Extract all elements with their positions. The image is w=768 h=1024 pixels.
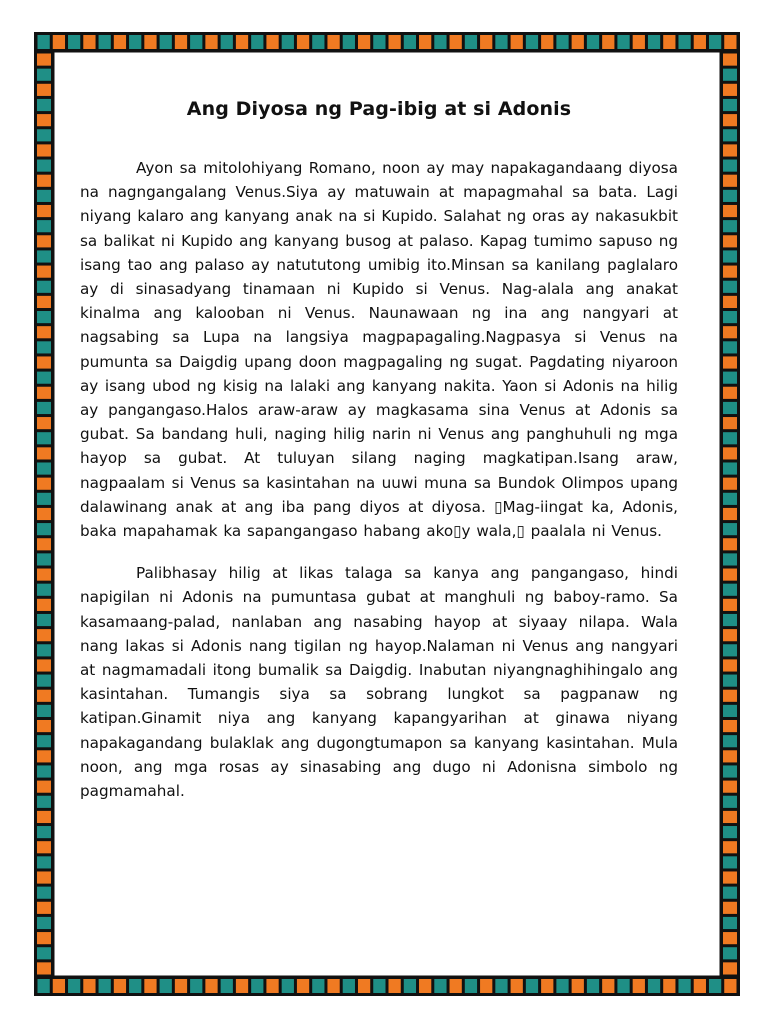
border-tile-left <box>37 69 51 81</box>
border-tile-right <box>723 205 737 217</box>
border-tile-right <box>723 356 737 368</box>
border-tile-right <box>723 250 737 262</box>
border-tile-left <box>37 220 51 232</box>
border-tile-right <box>723 720 737 732</box>
border-tile-top <box>572 35 584 49</box>
border-tile-left <box>37 871 51 883</box>
border-tile-bottom <box>221 979 233 993</box>
border-tile-right <box>723 629 737 641</box>
border-tile-left <box>37 947 51 959</box>
border-tile-left <box>37 54 51 66</box>
border-tile-right <box>723 432 737 444</box>
border-tile-bottom <box>709 979 721 993</box>
border-tile-top <box>541 35 553 49</box>
border-tile-top <box>678 35 690 49</box>
border-tile-left <box>37 796 51 808</box>
border-tile-bottom <box>83 979 95 993</box>
border-tile-right <box>723 690 737 702</box>
border-tile-bottom <box>129 979 141 993</box>
border-tile-bottom <box>389 979 401 993</box>
border-tile-bottom <box>38 979 50 993</box>
border-tile-left <box>37 447 51 459</box>
border-tile-top <box>221 35 233 49</box>
border-tile-left <box>37 281 51 293</box>
border-tile-bottom <box>205 979 217 993</box>
border-tile-top <box>312 35 324 49</box>
border-tile-left <box>37 129 51 141</box>
border-tile-left <box>37 675 51 687</box>
border-tile-bottom <box>724 979 736 993</box>
border-tile-right <box>723 220 737 232</box>
border-tile-bottom <box>404 979 416 993</box>
border-tile-bottom <box>678 979 690 993</box>
border-tile-right <box>723 311 737 323</box>
border-tile-bottom <box>663 979 675 993</box>
border-tile-left <box>37 629 51 641</box>
border-tile-top <box>709 35 721 49</box>
border-tile-left <box>37 599 51 611</box>
border-tile-top <box>297 35 309 49</box>
border-tile-right <box>723 765 737 777</box>
border-tile-bottom <box>312 979 324 993</box>
border-tile-top <box>114 35 126 49</box>
border-tile-left <box>37 235 51 247</box>
border-tile-right <box>723 917 737 929</box>
border-tile-right <box>723 584 737 596</box>
border-tile-left <box>37 720 51 732</box>
border-tile-right <box>723 614 737 626</box>
border-tile-top <box>68 35 80 49</box>
border-tile-right <box>723 750 737 762</box>
border-tile-bottom <box>358 979 370 993</box>
border-tile-left <box>37 781 51 793</box>
border-tile-bottom <box>648 979 660 993</box>
border-tile-top <box>53 35 65 49</box>
border-tile-right <box>723 811 737 823</box>
border-tile-top <box>694 35 706 49</box>
border-tile-right <box>723 129 737 141</box>
border-tile-left <box>37 962 51 974</box>
border-tile-top <box>450 35 462 49</box>
border-tile-left <box>37 811 51 823</box>
border-tile-top <box>343 35 355 49</box>
border-tile-left <box>37 705 51 717</box>
border-tile-left <box>37 144 51 156</box>
border-tile-top <box>633 35 645 49</box>
border-tile-right <box>723 447 737 459</box>
border-tile-bottom <box>144 979 156 993</box>
border-tile-left <box>37 462 51 474</box>
border-tile-right <box>723 675 737 687</box>
border-tile-right <box>723 796 737 808</box>
border-tile-left <box>37 523 51 535</box>
border-tile-left <box>37 175 51 187</box>
border-tile-right <box>723 266 737 278</box>
border-tile-right <box>723 826 737 838</box>
border-tile-left <box>37 356 51 368</box>
border-tile-bottom <box>587 979 599 993</box>
border-tile-right <box>723 705 737 717</box>
border-tile-right <box>723 69 737 81</box>
border-tile-left <box>37 584 51 596</box>
border-tile-bottom <box>266 979 278 993</box>
border-tile-top <box>648 35 660 49</box>
border-tile-left <box>37 84 51 96</box>
border-tile-right <box>723 160 737 172</box>
border-tile-left <box>37 508 51 520</box>
border-tile-left <box>37 553 51 565</box>
border-tile-left <box>37 372 51 384</box>
border-tile-bottom <box>572 979 584 993</box>
border-tile-bottom <box>68 979 80 993</box>
border-tile-right <box>723 902 737 914</box>
border-tile-right <box>723 478 737 490</box>
border-tile-left <box>37 402 51 414</box>
border-tile-right <box>723 538 737 550</box>
border-tile-left <box>37 114 51 126</box>
border-tile-left <box>37 160 51 172</box>
border-tile-top <box>526 35 538 49</box>
border-tile-top <box>404 35 416 49</box>
border-tile-bottom <box>297 979 309 993</box>
border-tile-right <box>723 599 737 611</box>
border-tile-right <box>723 144 737 156</box>
border-tile-bottom <box>373 979 385 993</box>
border-tile-right <box>723 508 737 520</box>
border-tile-top <box>419 35 431 49</box>
border-tile-right <box>723 962 737 974</box>
border-tile-right <box>723 114 737 126</box>
border-tile-bottom <box>251 979 263 993</box>
border-tile-top <box>495 35 507 49</box>
border-tile-left <box>37 569 51 581</box>
border-tile-left <box>37 538 51 550</box>
border-tile-right <box>723 190 737 202</box>
border-tile-left <box>37 205 51 217</box>
border-tile-left <box>37 417 51 429</box>
border-tile-left <box>37 659 51 671</box>
border-tile-left <box>37 765 51 777</box>
border-tile-left <box>37 432 51 444</box>
border-tile-right <box>723 871 737 883</box>
border-tile-top <box>190 35 202 49</box>
paragraph-1: Ayon sa mitolohiyang Romano, noon ay may napakagandaang diyosa na nagngangalang Venus.Siya ay matuwain at mapagmahal sa bata. Lagi niyang kalaro ang kanyang anak na si Kupido. Salahat ng oras ay nakasukbit sa balikat ni Kupido ang kanyang busog at palaso. Kapag tumimo sapuso ng isang tao ang palaso ay natututong umibig ito.Minsan sa kanilang paglalaro ay di sinasadyang tinamaan ni Kupido si Venus. Nag-alala ang anakat kinalma ang kalooban ni Venus. Naunawaan ng ina ang nangyari at nagsabing sa Lupa na langsiya magpapagaling.Nagpasya si Venus na pumunta sa Daigdig upang doon magpagaling ng sugat. Pagdating niyaroon ay isang ubod ng kisig na lalaki ang kanyang nakita. Yaon si Adonis na hilig ay pangangaso.Halos araw-araw ay magkasama sina Venus at Adonis sa gubat. Sa bandang huli, naging hilig narin ni Venus ang panghuhuli ng mga hayop sa gubat. At tuluyan silang naging magkatipan.Isang araw, nagpaalam si Venus sa kasintahan na uuwi muna sa Bundok Olimpos upang dalawinang anak at ang iba pang diyos at diyosa. ▯Mag-iingat ka, Adonis, baka mapahamak ka sapangangaso habang ako▯y wala,▯ paalala ni Venus. <box>80 159 678 541</box>
border-tile-bottom <box>602 979 614 993</box>
border-tile-bottom <box>327 979 339 993</box>
border-tile-left <box>37 250 51 262</box>
border-tile-bottom <box>343 979 355 993</box>
border-tile-right <box>723 841 737 853</box>
border-tile-left <box>37 614 51 626</box>
border-tile-top <box>434 35 446 49</box>
border-tile-right <box>723 644 737 656</box>
border-tile-left <box>37 932 51 944</box>
border-tile-top <box>587 35 599 49</box>
border-tile-bottom <box>465 979 477 993</box>
border-tile-left <box>37 341 51 353</box>
border-tile-bottom <box>511 979 523 993</box>
border-tile-left <box>37 841 51 853</box>
document-body <box>80 90 678 803</box>
border-tile-top <box>266 35 278 49</box>
border-tile-right <box>723 553 737 565</box>
border-tile-left <box>37 266 51 278</box>
border-tile-top <box>327 35 339 49</box>
paragraph-2: Palibhasay hilig at likas talaga sa kanya ang pangangaso, hindi napigilan ni Adonis na pumuntasa gubat at manghuli ng baboy-ramo. Sa kasamaang-palad, nanlaban ang nasabing hayop at siyaay nilapa. Wala nang lakas si Adonis nang tigilan ng hayop.Nalaman ni Venus ang nangyari at nagmamadali itong bumalik sa Daigdig. Inabutan niyangnaghihingalo ang kasintahan. Tumangis siya sa sobrang lungkot sa pagpanaw ng katipan.Ginamit niya ang kanyang kapangyarihan at ginawa niyang napakagandang bulaklak ang dugongtumapon sa kanyang kasintahan. Mula noon, ang mga rosas ay sinasabing ang dugo ni Adonisna simbolo ng pagmamahal. <box>80 564 678 801</box>
border-tile-bottom <box>99 979 111 993</box>
border-tile-top <box>129 35 141 49</box>
border-tile-left <box>37 296 51 308</box>
border-tile-bottom <box>434 979 446 993</box>
border-tile-right <box>723 99 737 111</box>
border-tile-top <box>175 35 187 49</box>
border-tile-right <box>723 493 737 505</box>
border-tile-right <box>723 462 737 474</box>
border-tile-bottom <box>53 979 65 993</box>
border-tile-top <box>251 35 263 49</box>
border-tile-right <box>723 235 737 247</box>
border-tile-top <box>38 35 50 49</box>
border-tile-left <box>37 190 51 202</box>
border-tile-top <box>602 35 614 49</box>
border-tile-right <box>723 781 737 793</box>
border-tile-right <box>723 947 737 959</box>
border-tile-right <box>723 175 737 187</box>
border-tile-bottom <box>236 979 248 993</box>
border-tile-right <box>723 523 737 535</box>
border-tile-right <box>723 735 737 747</box>
border-tile-right <box>723 387 737 399</box>
border-tile-bottom <box>541 979 553 993</box>
border-tile-top <box>99 35 111 49</box>
border-tile-left <box>37 387 51 399</box>
border-tile-left <box>37 326 51 338</box>
border-tile-bottom <box>556 979 568 993</box>
border-tile-left <box>37 478 51 490</box>
border-tile-top <box>465 35 477 49</box>
border-tile-top <box>724 35 736 49</box>
border-tile-left <box>37 311 51 323</box>
border-tile-bottom <box>190 979 202 993</box>
border-tile-right <box>723 326 737 338</box>
border-tile-bottom <box>114 979 126 993</box>
border-tile-bottom <box>419 979 431 993</box>
border-tile-left <box>37 99 51 111</box>
border-tile-bottom <box>160 979 172 993</box>
border-tile-left <box>37 917 51 929</box>
border-tile-right <box>723 372 737 384</box>
border-tile-top <box>511 35 523 49</box>
border-tile-right <box>723 402 737 414</box>
border-tile-bottom <box>175 979 187 993</box>
border-tile-left <box>37 735 51 747</box>
border-tile-left <box>37 826 51 838</box>
border-tile-left <box>37 856 51 868</box>
border-tile-top <box>83 35 95 49</box>
border-tile-bottom <box>450 979 462 993</box>
document-title: Ang Diyosa ng Pag-ibig at si Adonis <box>186 98 572 120</box>
border-tile-right <box>723 54 737 66</box>
border-tile-top <box>144 35 156 49</box>
border-tile-top <box>160 35 172 49</box>
border-tile-top <box>282 35 294 49</box>
border-tile-right <box>723 341 737 353</box>
border-tile-right <box>723 659 737 671</box>
border-tile-bottom <box>282 979 294 993</box>
border-tile-right <box>723 417 737 429</box>
border-tile-left <box>37 493 51 505</box>
border-tile-right <box>723 887 737 899</box>
border-tile-bottom <box>495 979 507 993</box>
border-tile-bottom <box>694 979 706 993</box>
border-tile-top <box>556 35 568 49</box>
border-tile-left <box>37 887 51 899</box>
border-tile-top <box>358 35 370 49</box>
border-tile-top <box>373 35 385 49</box>
border-tile-top <box>480 35 492 49</box>
border-tile-bottom <box>617 979 629 993</box>
border-tile-left <box>37 690 51 702</box>
border-tile-right <box>723 856 737 868</box>
border-tile-bottom <box>480 979 492 993</box>
border-tile-right <box>723 932 737 944</box>
border-tile-right <box>723 296 737 308</box>
border-tile-left <box>37 750 51 762</box>
border-tile-bottom <box>526 979 538 993</box>
border-tile-right <box>723 569 737 581</box>
border-tile-top <box>236 35 248 49</box>
border-tile-left <box>37 902 51 914</box>
border-tile-top <box>205 35 217 49</box>
border-tile-top <box>389 35 401 49</box>
border-tile-right <box>723 281 737 293</box>
border-tile-bottom <box>633 979 645 993</box>
border-tile-top <box>663 35 675 49</box>
border-tile-left <box>37 644 51 656</box>
border-tile-top <box>617 35 629 49</box>
border-tile-right <box>723 84 737 96</box>
